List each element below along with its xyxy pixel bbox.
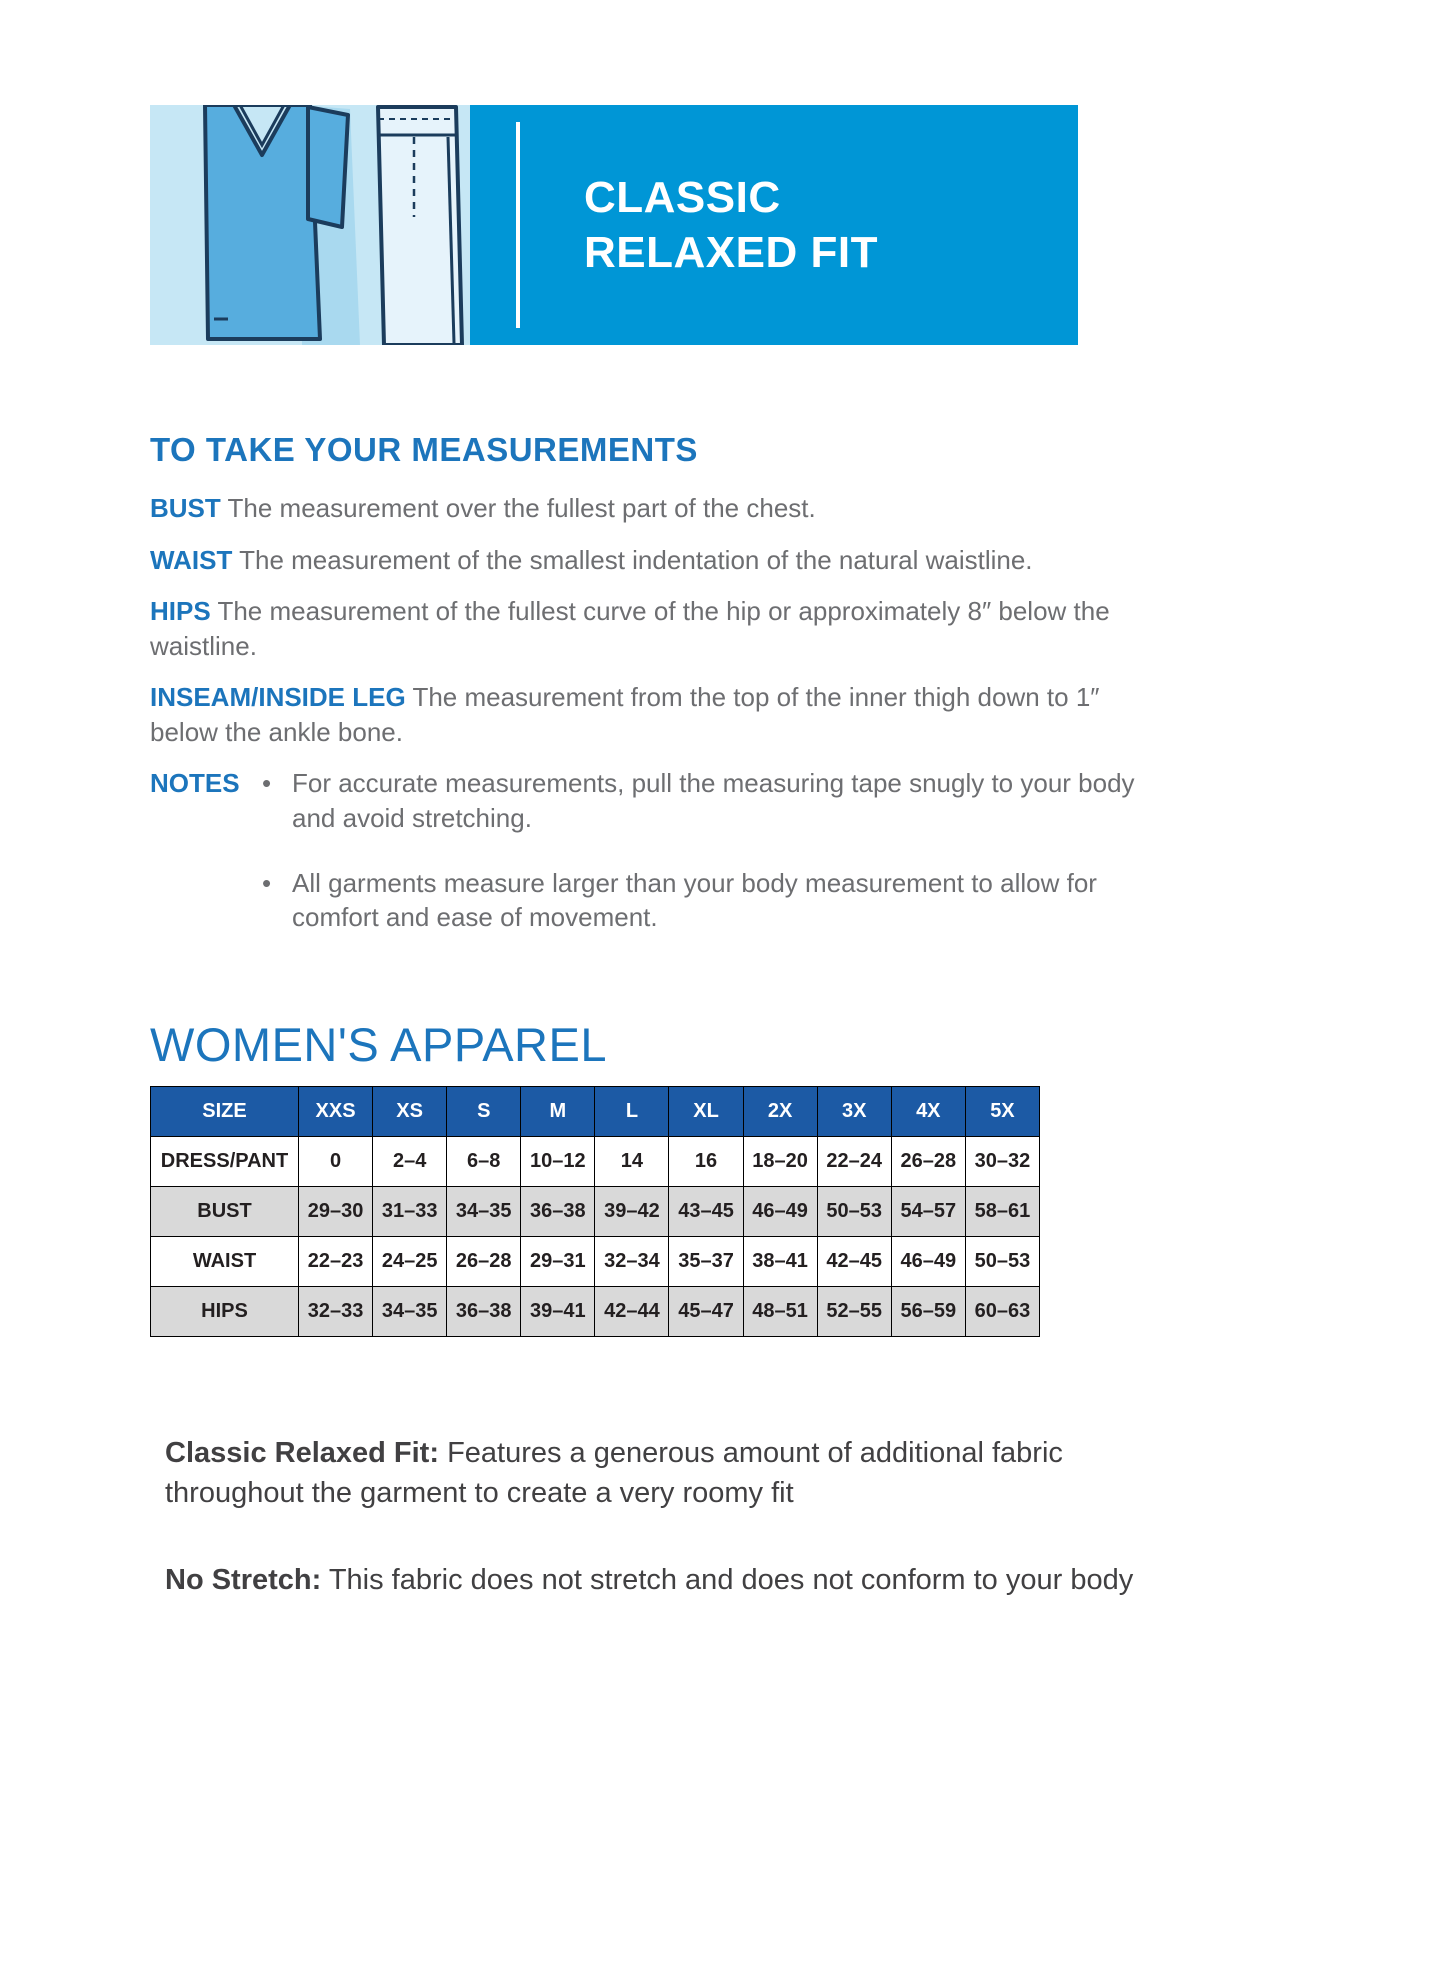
size-value-cell: 46–49	[891, 1236, 965, 1286]
measurement-label: BUST	[150, 493, 221, 523]
measurement-item: BUST The measurement over the fullest part of the chest.	[150, 493, 816, 523]
size-value-cell: 16	[669, 1136, 743, 1186]
row-label: HIPS	[151, 1286, 299, 1336]
size-value-cell: 54–57	[891, 1186, 965, 1236]
size-value-cell: 10–12	[521, 1136, 595, 1186]
size-value-cell: 2–4	[373, 1136, 447, 1186]
size-value-cell: 38–41	[743, 1236, 817, 1286]
size-value-cell: 31–33	[373, 1186, 447, 1236]
table-row	[151, 1286, 1040, 1336]
size-value-cell: 32–34	[595, 1236, 669, 1286]
row-label: BUST	[151, 1186, 299, 1236]
size-value-cell: 52–55	[817, 1286, 891, 1336]
size-value-cell: 32–33	[299, 1286, 373, 1336]
measurement-label: WAIST	[150, 544, 233, 575]
apparel-heading: WOMEN'S APPAREL	[150, 1017, 607, 1071]
size-value-cell: 58–61	[965, 1186, 1039, 1236]
size-value-cell: 36–38	[521, 1186, 595, 1236]
size-value-cell: 39–42	[595, 1186, 669, 1236]
row-label: WAIST	[151, 1236, 299, 1286]
footnote-text: Features a generous amount of additional fabric throughout the garment to create a very roomy fit	[165, 1436, 1063, 1510]
measurements-heading: TO TAKE YOUR MEASUREMENTS	[150, 431, 698, 468]
size-value-cell: 30–32	[965, 1136, 1039, 1186]
column-header: 2X	[743, 1086, 817, 1136]
size-value-cell: 18–20	[743, 1136, 817, 1186]
size-value-cell: 34–35	[447, 1186, 521, 1236]
footnotes	[165, 1433, 1155, 1601]
size-value-cell: 42–44	[595, 1286, 669, 1336]
column-header: 5X	[965, 1086, 1039, 1136]
size-value-cell: 34–35	[373, 1286, 447, 1336]
size-value-cell: 39–41	[521, 1286, 595, 1336]
footnote-no-stretch	[165, 1560, 1155, 1601]
notes-label: NOTES	[150, 768, 240, 799]
banner	[150, 105, 1078, 345]
size-value-cell: 45–47	[669, 1286, 743, 1336]
size-value-cell: 60–63	[965, 1286, 1039, 1336]
size-value-cell: 14	[595, 1136, 669, 1186]
size-value-cell: 26–28	[891, 1136, 965, 1186]
column-header: M	[521, 1086, 595, 1136]
table-row	[151, 1186, 1040, 1236]
scrubs-illustration	[150, 105, 470, 345]
table-row	[151, 1136, 1040, 1186]
notes	[150, 766, 1135, 964]
size-value-cell: 6–8	[447, 1136, 521, 1186]
measurement-label: HIPS	[150, 596, 211, 627]
size-value-cell: 26–28	[447, 1236, 521, 1286]
column-header: SIZE	[151, 1086, 299, 1136]
banner-title-line2: RELAXED FIT	[584, 228, 878, 277]
column-header: 3X	[817, 1086, 891, 1136]
size-chart-table	[150, 1086, 1040, 1337]
size-value-cell: 29–31	[521, 1236, 595, 1286]
size-value-cell: 24–25	[373, 1236, 447, 1286]
column-header: S	[447, 1086, 521, 1136]
size-value-cell: 43–45	[669, 1186, 743, 1236]
banner-title	[584, 170, 878, 280]
size-chart-header-row	[151, 1086, 1040, 1136]
footnote-classic-relaxed-fit	[165, 1433, 1155, 1514]
size-value-cell: 22–24	[817, 1136, 891, 1186]
size-value-cell: 46–49	[743, 1186, 817, 1236]
notes-list	[262, 766, 1135, 964]
table-row	[151, 1236, 1040, 1286]
size-value-cell: 50–53	[965, 1236, 1039, 1286]
column-header: XS	[373, 1086, 447, 1136]
column-header: 4X	[891, 1086, 965, 1136]
measurement-item: HIPS The measurement of the fullest curve of the hip or approximately 8″ below the waistline.	[150, 596, 1110, 661]
size-value-cell: 42–45	[817, 1236, 891, 1286]
measurement-label: INSEAM/INSIDE LEG	[150, 682, 406, 713]
measurement-item: WAIST The measurement of the smallest indentation of the natural waistline.	[150, 544, 1033, 575]
size-value-cell: 56–59	[891, 1286, 965, 1336]
measurements-section	[150, 431, 1135, 1337]
size-value-cell: 50–53	[817, 1186, 891, 1236]
note-item: • All garments measure larger than your body measurement to allow for comfort and ease of movement.	[262, 866, 1135, 935]
size-guide-page	[0, 105, 1445, 1975]
size-value-cell: 48–51	[743, 1286, 817, 1336]
size-value-cell: 35–37	[669, 1236, 743, 1286]
size-value-cell: 29–30	[299, 1186, 373, 1236]
column-header: XXS	[299, 1086, 373, 1136]
size-chart-body	[151, 1136, 1040, 1336]
measurement-item: INSEAM/INSIDE LEG The measurement from the top of the inner thigh down to 1″ below the ankle bone.	[150, 682, 1100, 747]
footnote-label: No Stretch:	[165, 1563, 322, 1596]
banner-title-line1: CLASSIC	[584, 173, 781, 222]
size-chart-head	[151, 1086, 1040, 1136]
size-value-cell: 36–38	[447, 1286, 521, 1336]
footnote-text: This fabric does not stretch and does not conform to your body	[328, 1563, 1134, 1596]
size-value-cell: 0	[299, 1136, 373, 1186]
column-header: XL	[669, 1086, 743, 1136]
footnote-label: Classic Relaxed Fit:	[165, 1436, 439, 1469]
size-value-cell: 22–23	[299, 1236, 373, 1286]
note-item: • For accurate measurements, pull the measuring tape snugly to your body and avoid stretching.	[262, 766, 1135, 835]
banner-divider	[516, 122, 520, 328]
column-header: L	[595, 1086, 669, 1136]
row-label: DRESS/PANT	[151, 1136, 299, 1186]
measurement-list	[150, 491, 1135, 749]
